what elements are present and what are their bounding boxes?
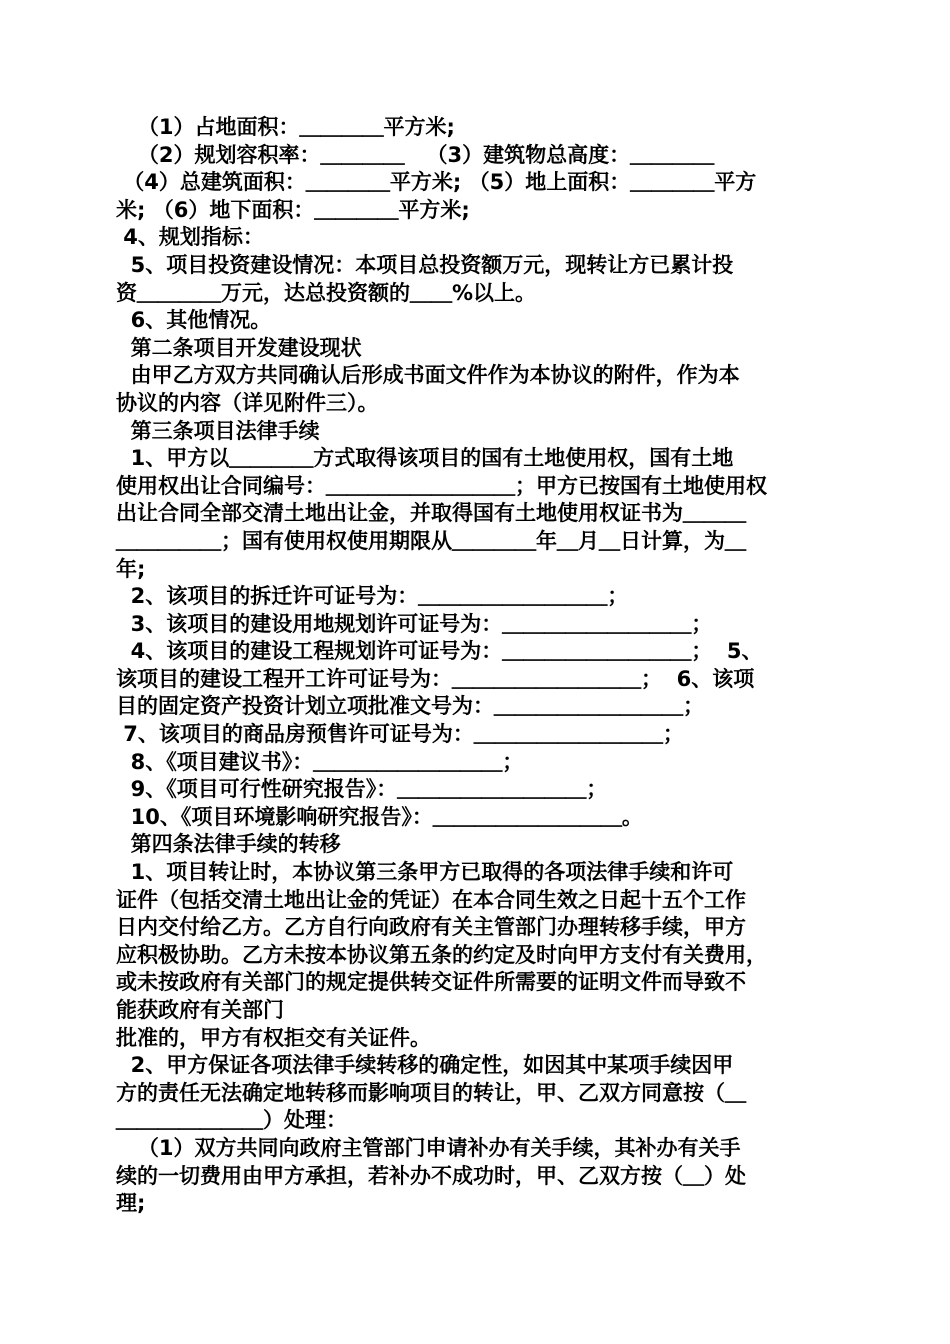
text-line: （1）双方共同向政府主管部门申请补办有关手续，其补办有关手 [116, 1135, 741, 1160]
text-line: 4、规划指标： [116, 225, 264, 250]
text-line: 续的一切费用由甲方承担，若补办不成功时，甲、乙双方按（＿）处 [116, 1163, 746, 1188]
text-line: 5、项目投资建设情况：本项目总投资额万元，现转让方已累计投 [116, 252, 734, 277]
text-line: 1、项目转让时，本协议第三条甲方已取得的各项法律手续和许可 [116, 860, 734, 885]
section-heading: 第三条项目法律手续 [116, 418, 320, 443]
text-line: 3、该项目的建设用地规划许可证号为：＿＿＿＿＿＿＿＿＿； [116, 611, 713, 636]
text-line: 协议的内容（详见附件三）。 [116, 390, 379, 415]
text-line: 批准的，甲方有权拒交有关证件。 [116, 1025, 431, 1050]
text-line: 或未按政府有关部门的规定提供转交证件所需要的证明文件而导致不 [116, 970, 746, 995]
text-line: 米; （6）地下面积：＿＿＿＿平方米; [116, 197, 470, 222]
text-line: 2、该项目的拆迁许可证号为：＿＿＿＿＿＿＿＿＿； [116, 584, 629, 609]
text-line: 证件（包括交清土地出让金的凭证）在本合同生效之日起十五个工作 [116, 887, 746, 912]
text-line: 方的责任无法确定地转移而影响项目的转让，甲、乙双方同意按（＿ [116, 1080, 746, 1105]
text-line: （2）规划容积率：＿＿＿＿ （3）建筑物总高度：＿＿＿＿ [116, 142, 715, 167]
text-line: 资＿＿＿＿万元，达总投资额的＿＿%以上。 [116, 280, 537, 305]
text-line: 1、甲方以＿＿＿＿方式取得该项目的国有土地使用权，国有土地 [116, 446, 734, 471]
text-line: 8、《项目建议书》：＿＿＿＿＿＿＿＿＿； [116, 749, 524, 774]
section-heading: 第二条项目开发建设现状 [116, 335, 362, 360]
document-body [116, 114, 836, 1218]
text-line: 该项目的建设工程开工许可证号为：＿＿＿＿＿＿＿＿＿； 6、该项 [116, 666, 755, 691]
text-line: （4）总建筑面积：＿＿＿＿平方米; （5）地上面积：＿＿＿＿平方 [116, 170, 757, 195]
text-line: ＿＿＿＿＿；国有使用权使用期限从＿＿＿＿年＿月＿日计算，为＿ [116, 528, 746, 553]
text-line: （1）占地面积：＿＿＿＿平方米; [116, 115, 455, 139]
text-line: 使用权出让合同编号：＿＿＿＿＿＿＿＿＿；甲方已按国有土地使用权 [116, 473, 767, 498]
text-line: 7、该项目的商品房预售许可证号为：＿＿＿＿＿＿＿＿＿； [116, 722, 684, 747]
section-heading: 第四条法律手续的转移 [116, 832, 341, 857]
text-line: 日内交付给乙方。乙方自行向政府有关主管部门办理转移手续，甲方 [116, 915, 746, 940]
text-line: 目的固定资产投资计划立项批准文号为：＿＿＿＿＿＿＿＿＿； [116, 694, 704, 719]
text-line: 能获政府有关部门 [116, 998, 284, 1022]
text-line: 应积极协助。乙方未按本协议第五条的约定及时向甲方支付有关费用， [116, 942, 767, 967]
text-line: 2、甲方保证各项法律手续转移的确定性，如因其中某项手续因甲 [116, 1053, 734, 1078]
text-line: 年; [116, 556, 146, 581]
text-line: 10、《项目环境影响研究报告》：＿＿＿＿＿＿＿＿＿。 [116, 804, 643, 829]
text-line: 由甲乙方双方共同确认后形成书面文件作为本协议的附件，作为本 [116, 363, 740, 388]
text-line: ＿＿＿＿＿＿＿）处理： [116, 1108, 347, 1133]
text-line: 6、其他情况。 [116, 308, 272, 333]
text-line: 出让合同全部交清土地出让金，并取得国有土地使用权证书为＿＿＿ [116, 501, 746, 526]
text-line: 4、该项目的建设工程规划许可证号为：＿＿＿＿＿＿＿＿＿； 5、 [116, 639, 763, 664]
text-line: 理; [116, 1191, 146, 1216]
text-line: 9、《项目可行性研究报告》：＿＿＿＿＿＿＿＿＿； [116, 777, 608, 802]
